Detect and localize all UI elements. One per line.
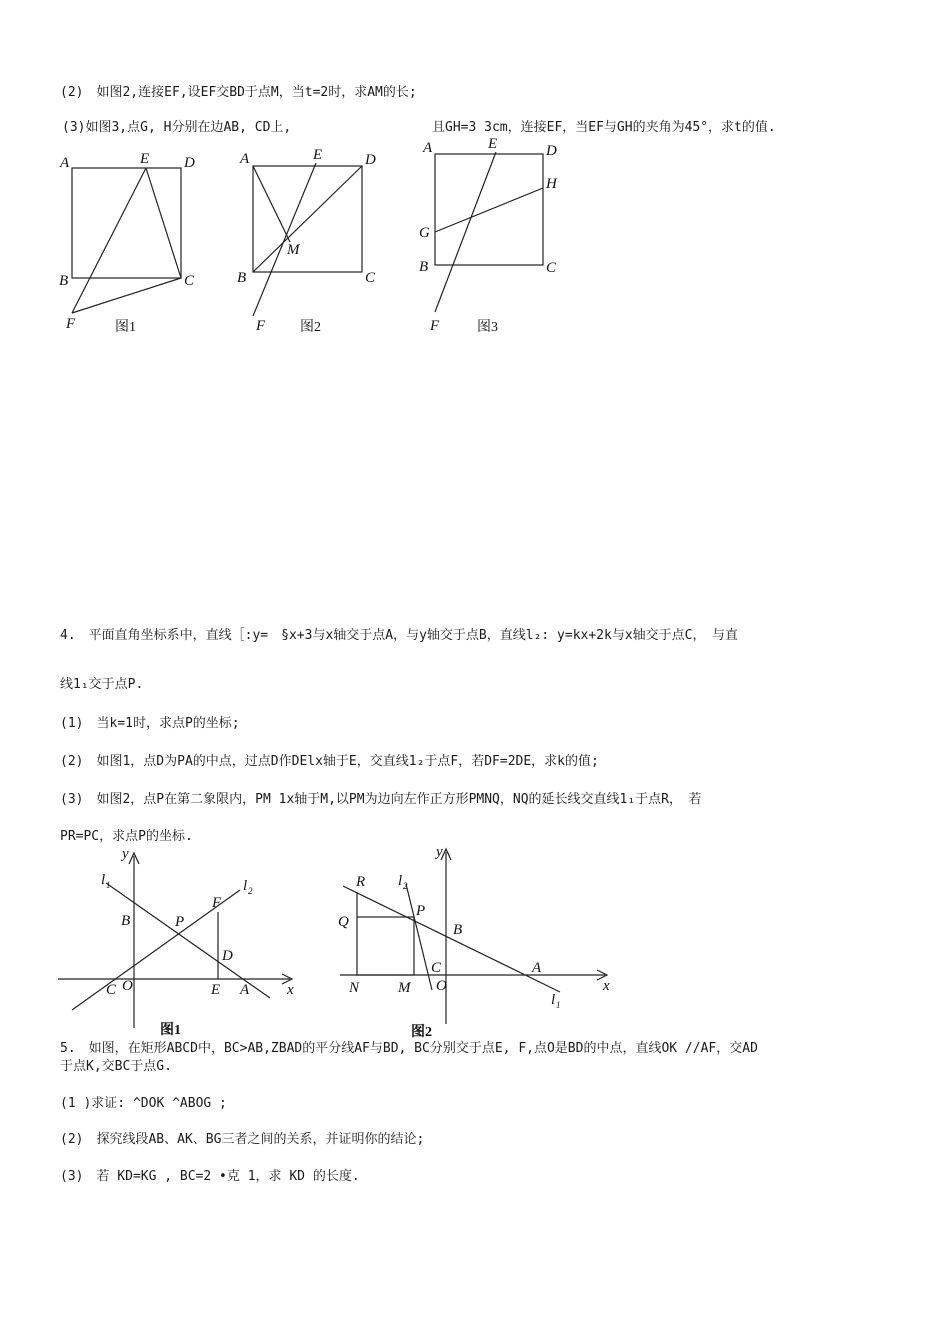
fig3-label-c: C <box>546 260 557 276</box>
q3-part3-a: (3)如图3,点G, H分别在边AB, CD上, <box>62 120 292 135</box>
fig2-label-f: F <box>256 318 266 334</box>
fig1-label-f: F <box>66 316 76 332</box>
fig3-label-e: E <box>488 136 498 152</box>
q3-figure-3 <box>419 136 558 335</box>
q4f1-label-a: A <box>240 982 250 998</box>
q4f2-label-l1-sub: 1 <box>556 1000 561 1010</box>
q4f1-label-l2: l <box>243 878 248 894</box>
fig1-label-a: A <box>60 155 70 171</box>
q4f1-label-o: O <box>122 978 133 994</box>
q4f2-label-m: M <box>398 980 411 996</box>
fig3-label-a: A <box>423 140 433 156</box>
q4f2-label-q: Q <box>338 914 349 930</box>
q4f1-label-l2-sub: 2 <box>248 886 253 896</box>
fig3-label-h: H <box>546 176 557 192</box>
q4f2-label-l2: l <box>398 873 403 889</box>
q4f2-caption: 图2 <box>411 1025 432 1040</box>
q4-part3-line1: (3) 如图2，点P在第二象限内，PM 1x轴于M,以PM为边向左作正方形PMNQ，NQ的延长线交直线1₁于点R， 若 <box>60 792 702 807</box>
fig3-label-g: G <box>419 225 430 241</box>
q4f2-label-n: N <box>349 980 360 996</box>
q4f2-label-r: R <box>356 874 366 890</box>
q4f1-label-f: F <box>212 895 222 911</box>
q5-stem-line2: 于点K,交BC于点G. <box>60 1059 172 1074</box>
fig3-label-d: D <box>546 143 557 159</box>
fig2-label-c: C <box>365 270 376 286</box>
fig1-label-c: C <box>184 273 195 289</box>
q4-part1: (1) 当k=1时，求点P的坐标; <box>60 716 240 731</box>
q4-stem-line2: 线1₁交于点P. <box>60 677 144 692</box>
q4f2-label-a: A <box>532 960 542 976</box>
q4f2-label-l2-sub: 2 <box>403 881 408 891</box>
q5-part3: (3) 若 KD=KG , BC=2 •克 1，求 KD 的长度. <box>60 1169 360 1184</box>
q3-figure-1 <box>59 151 195 335</box>
q4f2-label-p: P <box>416 903 426 919</box>
fig3-label-b: B <box>419 259 429 275</box>
q4f1-label-y: y <box>122 846 129 862</box>
q4-part3-line2: PR=PC，求点P的坐标. <box>60 829 193 844</box>
q5-part2: (2) 探究线段AB、AK、BG三者之间的关系，并证明你的结论; <box>60 1132 425 1147</box>
fig2-label-b: B <box>237 270 247 286</box>
q4f2-label-l1: l <box>551 992 556 1008</box>
q4f2-label-c: C <box>431 960 442 976</box>
q5-stem-line1: 5. 如图，在矩形ABCD中，BC>AB,ZBAD的平分线AF与BD, BC分别交于点E, F,点O是BD的中点，直线OK //AF，交AD <box>60 1041 758 1056</box>
q4f2-label-x: x <box>603 978 610 994</box>
fig2-label-a: A <box>240 151 250 167</box>
q5-part1: (1 )求证: ^DOK ^ABOG ; <box>60 1096 227 1111</box>
q4f1-label-c: C <box>106 982 117 998</box>
q3-part2: (2) 如图2,连接EF,设EF交BD于点M，当t=2时，求AM的长; <box>60 85 417 100</box>
q4f1-label-x: x <box>287 982 294 998</box>
fig3-caption: 图3 <box>477 320 498 335</box>
q3-part3-b: 且GH=3 3cm，连接EF，当EF与GH的夹角为45°，求t的值. <box>432 120 776 135</box>
q4f1-label-l1: l <box>101 872 106 888</box>
q4f2-label-b: B <box>453 922 463 938</box>
q4f1-label-b: B <box>121 913 131 929</box>
fig1-caption: 图1 <box>115 320 136 335</box>
q3-figure-2 <box>237 147 376 335</box>
fig2-caption: 图2 <box>300 320 321 335</box>
fig2-label-m: M <box>287 242 300 258</box>
q4f2-label-y: y <box>436 844 443 860</box>
q4f1-label-e: E <box>211 982 221 998</box>
q4f1-label-l1-sub: 1 <box>106 880 111 890</box>
fig3-label-f: F <box>430 318 440 334</box>
q4f1-caption: 图1 <box>160 1023 181 1038</box>
fig1-label-d: D <box>184 155 195 171</box>
q4f1-label-p: P <box>175 914 185 930</box>
q4f2-label-o: O <box>436 978 447 994</box>
q4-stem-line1: 4. 平面直角坐标系中，直线［:y= §x+3与x轴交于点A，与y轴交于点B，直线l₂: y=kx+2k与x轴交于点C， 与直 <box>60 628 738 643</box>
q4f1-label-d: D <box>222 948 233 964</box>
fig1-label-e: E <box>140 151 150 167</box>
fig2-label-e: E <box>313 147 323 163</box>
fig1-label-b: B <box>59 273 69 289</box>
fig2-label-d: D <box>365 152 376 168</box>
q4-part2: (2) 如图1，点D为PA的中点，过点D作DElx轴于E，交直线1₂于点F，若DF=2DE，求k的值; <box>60 754 599 769</box>
